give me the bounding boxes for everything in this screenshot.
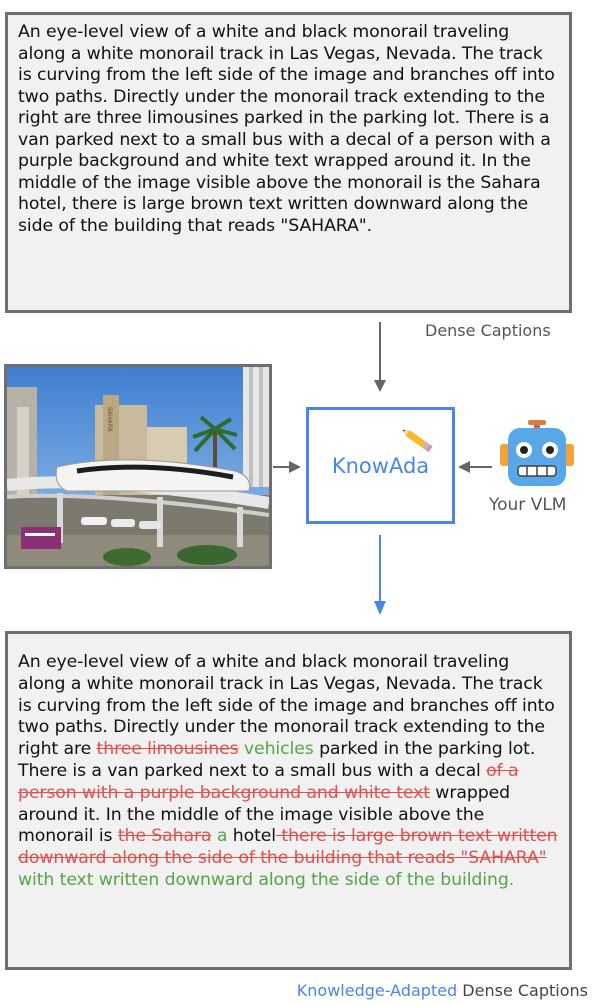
knowada-box bbox=[306, 407, 455, 524]
caption-kept-text: wrapped around it. In the middle of the image visible above the monorail is bbox=[18, 782, 510, 847]
caption-kept-text: parked in the parking lot. There is a van parked next to a small bus with a decal bbox=[18, 739, 536, 781]
caption-deleted-text: the Sahara bbox=[117, 826, 212, 847]
caption-deleted-text: there is large brown text written downward along the side of the building that reads "SAHARA" bbox=[18, 826, 558, 869]
knowada-label: KnowAda bbox=[331, 454, 430, 478]
adapted-caption-box bbox=[5, 631, 572, 970]
caption-added-text: a bbox=[211, 826, 228, 847]
monorail-photo bbox=[4, 364, 272, 569]
robot-icon bbox=[500, 420, 574, 492]
caption-deleted-text: three limousines bbox=[96, 739, 239, 760]
arrow-left-gray-icon bbox=[458, 459, 494, 475]
dense-caption-text: An eye-level view of a white and black monorail traveling along a white monorail track in Las Vegas, Nevada. The track is curving from the left side of the image and branches off into two paths. Directly under the monorail track extending to the right are three limousines parked in the parking lot. There is a van parked next to a small bus with a decal of a person with a purple background and white text wrapped around it. In the middle of the image visible above the monorail is the Sahara hotel, there is large brown text written downward along the side of the building that reads "SAHARA". bbox=[18, 22, 555, 236]
pencil-icon bbox=[401, 426, 435, 456]
caption-added-text: vehicles bbox=[238, 739, 314, 760]
caption-kept-text: An eye-level view of a white and black monorail traveling along a white monorail track in Las Vegas, Nevada. The track is curving from the left side of the image and branches off into two paths. Directly under the monorail track extending to the right are bbox=[18, 652, 555, 760]
dense-caption-box bbox=[5, 12, 572, 313]
sahara-sign-text: SAHARA bbox=[106, 407, 113, 432]
caption-added-text: with text written downward along the side of the building. bbox=[18, 869, 515, 890]
arrow-down-gray-icon bbox=[372, 322, 388, 394]
dense-captions-word: Dense Captions bbox=[457, 981, 588, 1000]
knowledge-adapted-word: Knowledge-Adapted bbox=[296, 981, 458, 1000]
caption-deleted-text: of a person with a purple background and white text bbox=[18, 760, 519, 803]
knowledge-adapted-label bbox=[297, 981, 588, 1000]
caption-kept-text: hotel bbox=[227, 826, 277, 847]
arrow-right-gray-icon bbox=[273, 459, 303, 475]
your-vlm-label: Your VLM bbox=[489, 495, 567, 515]
arrow-down-blue-icon bbox=[372, 535, 388, 617]
dense-captions-label: Dense Captions bbox=[425, 321, 551, 340]
adapted-caption-text bbox=[18, 652, 559, 892]
